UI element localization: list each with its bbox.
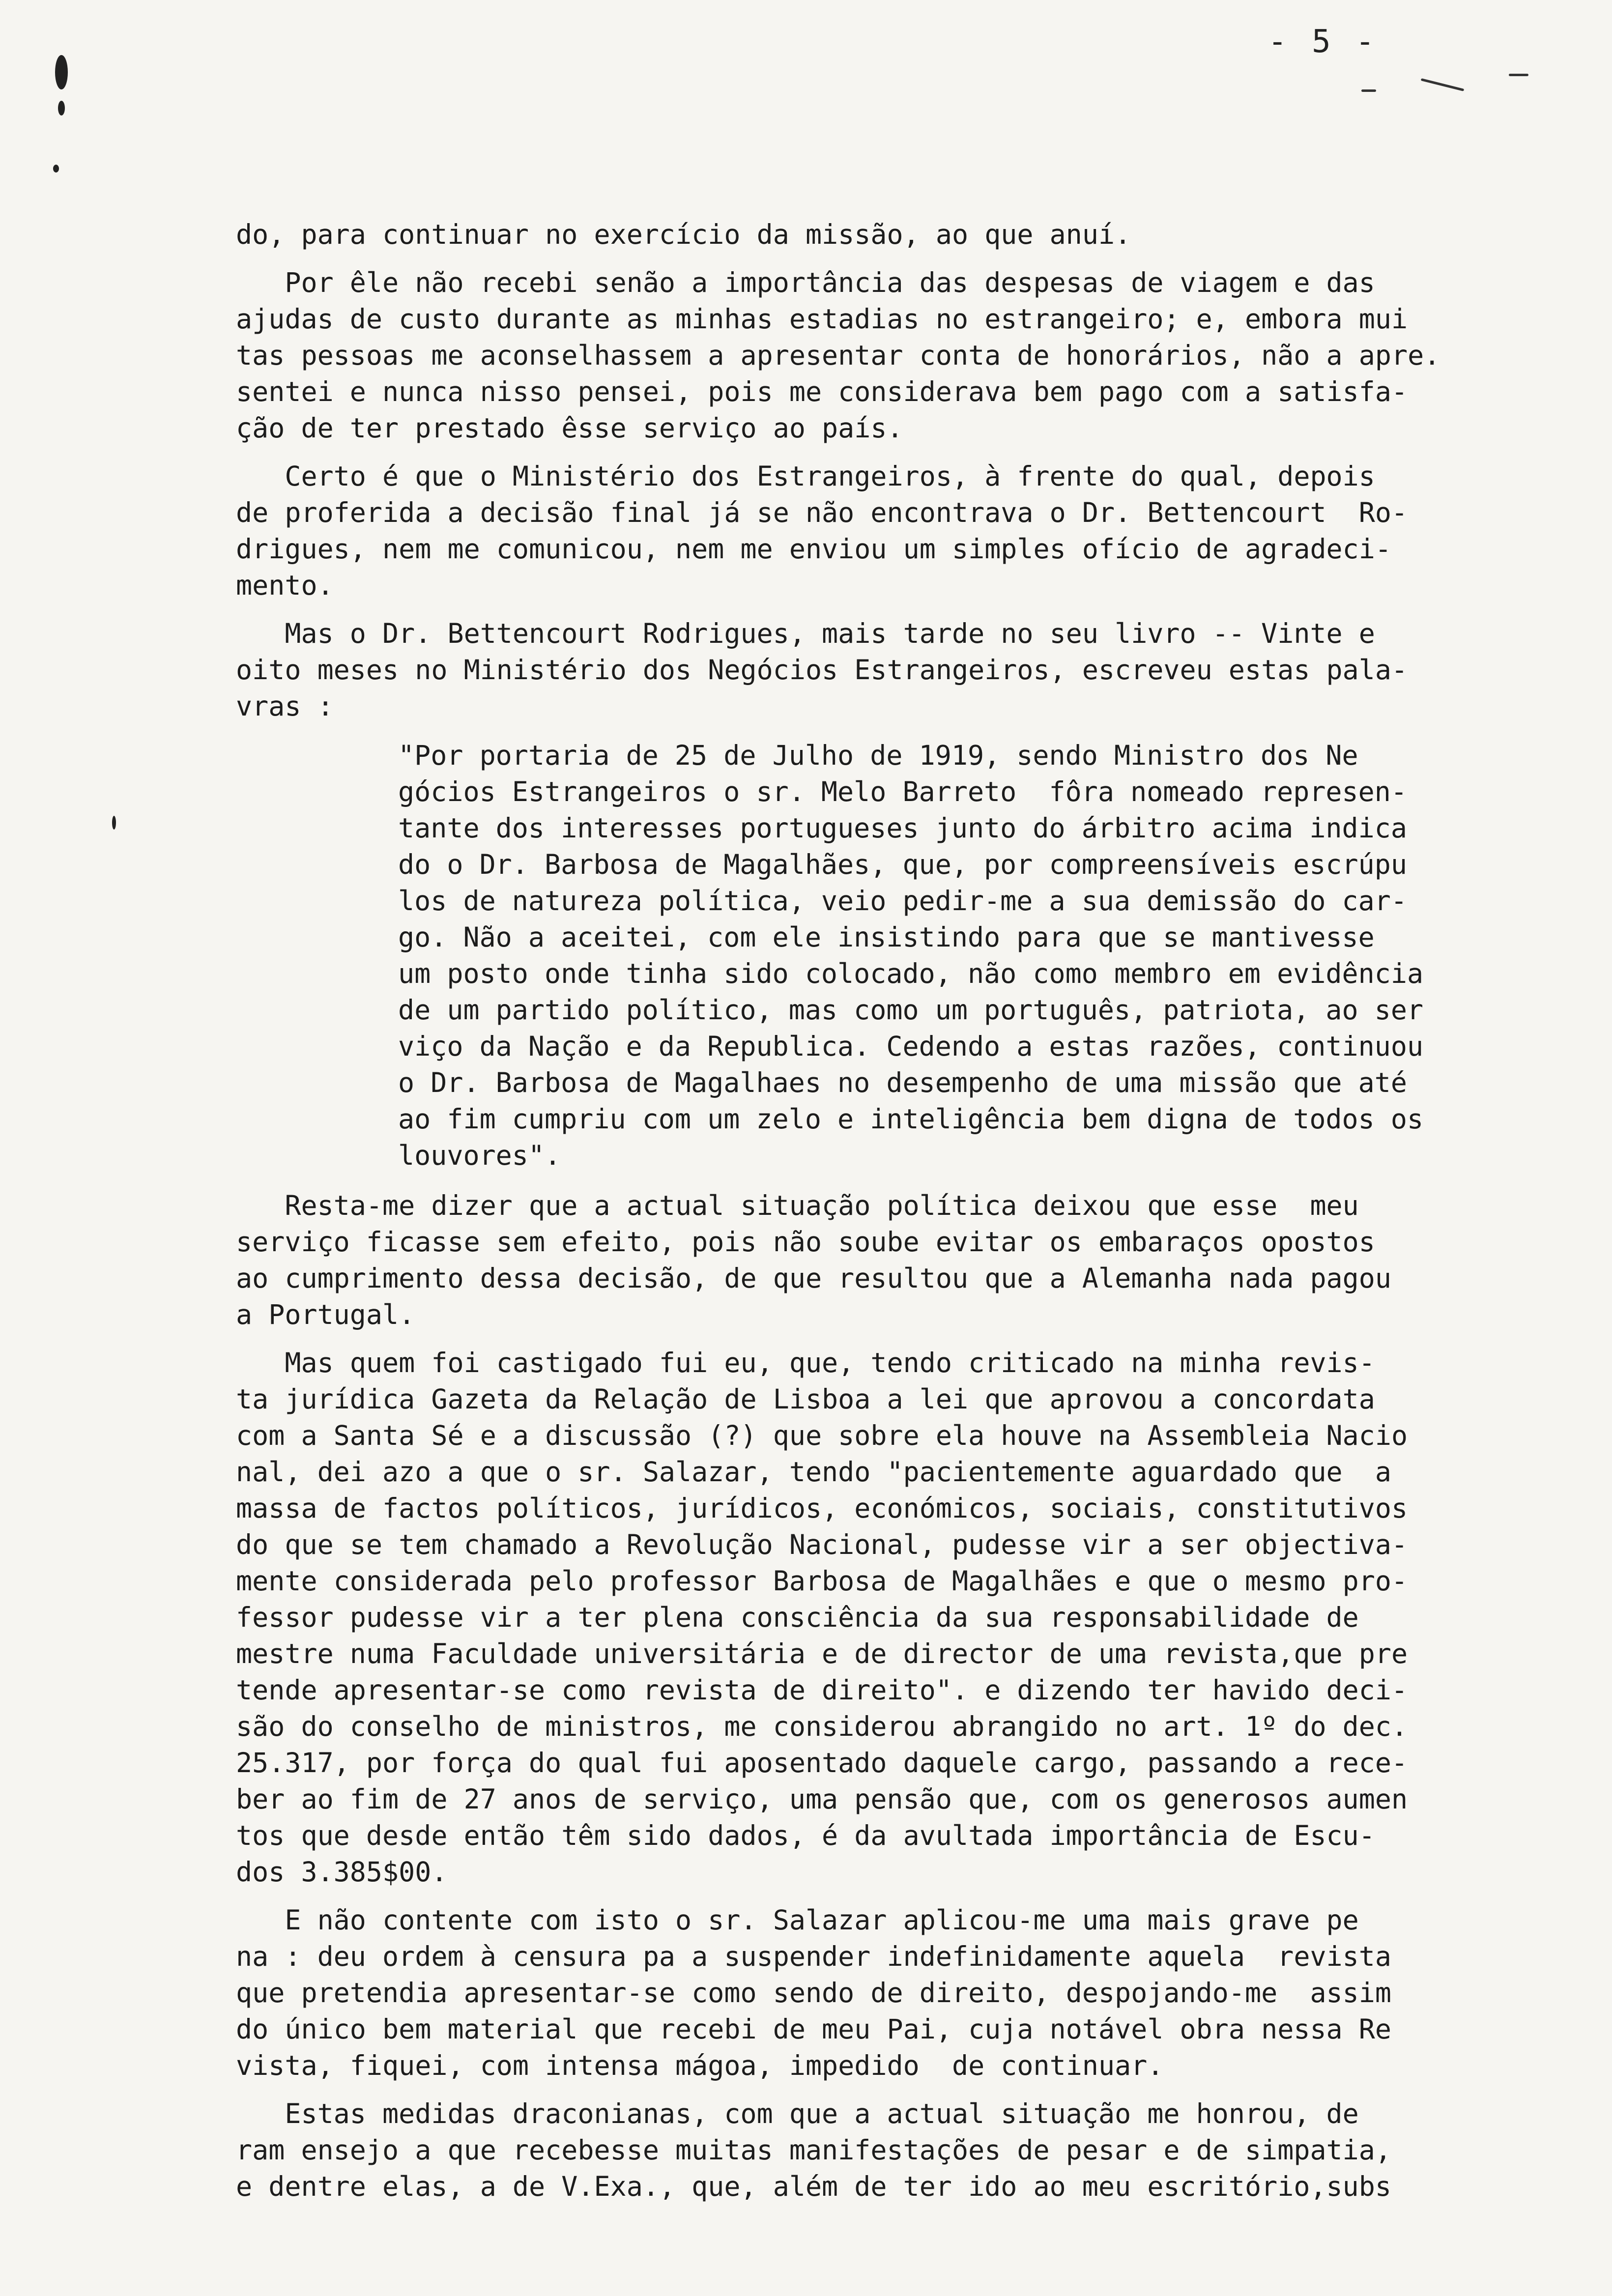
text-line: do o Dr. Barbosa de Magalhães, que, por compreensíveis escrúpu [398, 849, 1407, 880]
text-line: ao fim cumpriu com um zelo e inteligência bem digna de todos os [398, 1103, 1424, 1135]
text-line: ajudas de custo durante as minhas estadias no estrangeiro; e, embora mui [236, 303, 1408, 335]
text-line: tante dos interesses portugueses junto do árbitro acima indica [398, 812, 1407, 844]
paragraph [236, 2095, 1524, 2205]
text-line: ram ensejo a que recebesse muitas manifestações de pesar e de simpatia, [236, 2134, 1392, 2166]
text-line: mestre numa Faculdade universitária e de director de uma revista,que pre [236, 1638, 1408, 1669]
text-line: 25.317, por força do qual fui aposentado daquele cargo, passando a rece- [236, 1747, 1408, 1779]
paragraph [236, 615, 1524, 724]
text-line: na : deu ordem à censura pa a suspender indefinidamente aquela revista [236, 1941, 1392, 1972]
text-line: sentei e nunca nisso pensei, pois me considerava bem pago com a satisfa- [236, 376, 1408, 407]
text-line: vista, fiquei, com intensa mágoa, impedido de continuar. [236, 2050, 1164, 2081]
text-line: tas pessoas me aconselhassem a apresentar conta de honorários, não a apre. [236, 340, 1440, 371]
text-line: mente considerada pelo professor Barbosa de Magalhães e que o mesmo pro- [236, 1565, 1408, 1597]
paragraph [236, 1345, 1524, 1890]
text-line: que pretendia apresentar-se como sendo de direito, despojando-me assim [236, 1977, 1392, 2009]
text-line: "Por portaria de 25 de Julho de 1919, sendo Ministro dos Ne [398, 740, 1358, 771]
text-line: gócios Estrangeiros o sr. Melo Barreto fôra nomeado represen- [398, 776, 1407, 807]
text-line: viço da Nação e da Republica. Cedendo a estas razões, continuou [398, 1031, 1424, 1062]
text-line: massa de factos políticos, jurídicos, económicos, sociais, constitutivos [236, 1492, 1408, 1524]
text-line: Resta-me dizer que a actual situação política deixou que esse meu [236, 1190, 1359, 1221]
paragraph [236, 264, 1524, 446]
text-line: Certo é que o Ministério dos Estrangeiros, à frente do qual, depois [236, 460, 1375, 492]
punch-hole-mark [55, 55, 68, 89]
text-line: nal, dei azo a que o sr. Salazar, tendo "pacientemente aguardado que a [236, 1456, 1392, 1488]
text-line: do, para continuar no exercício da missão, ao que anuí. [236, 219, 1131, 250]
text-line: mento. [236, 570, 334, 601]
margin-mark [112, 816, 116, 830]
text-line: um posto onde tinha sido colocado, não como membro em evidência [398, 958, 1424, 989]
text-line: ao cumprimento dessa decisão, de que resultou que a Alemanha nada pagou [236, 1263, 1392, 1294]
text-line: serviço ficasse sem efeito, pois não soube evitar os embaraços opostos [236, 1226, 1375, 1258]
letter-body [236, 216, 1524, 2216]
paragraph [236, 458, 1524, 603]
text-line: do único bem material que recebi de meu Pai, cuja notável obra nessa Re [236, 2013, 1392, 2045]
text-line: do que se tem chamado a Revolução Nacional, pudesse vir a ser objectiva- [236, 1529, 1408, 1560]
text-line: ção de ter prestado êsse serviço ao país. [236, 412, 903, 444]
text-line: a Portugal. [236, 1299, 415, 1330]
text-line: e dentre elas, a de V.Exa., que, além de ter ido ao meu escritório,subs [236, 2171, 1392, 2202]
text-line: o Dr. Barbosa de Magalhaes no desempenho de uma missão que até [398, 1067, 1407, 1098]
text-line: Por êle não recebi senão a importância das despesas de viagem e das [236, 267, 1375, 298]
text-line: E não contente com isto o sr. Salazar aplicou-me uma mais grave pe [236, 1904, 1359, 1936]
text-line: dos 3.385$00. [236, 1856, 448, 1888]
text-line: louvores". [398, 1140, 561, 1171]
text-line: tos que desde então têm sido dados, é da avultada importância de Escu- [236, 1820, 1375, 1851]
stray-mark [1509, 74, 1528, 76]
text-line: oito meses no Ministério dos Negócios Estrangeiros, escreveu estas pala- [236, 654, 1408, 686]
stray-mark [1421, 78, 1465, 91]
text-line: ta jurídica Gazeta da Relação de Lisboa a lei que aprovou a concordata [236, 1383, 1375, 1415]
text-line: fessor pudesse vir a ter plena consciência da sua responsabilidade de [236, 1602, 1359, 1633]
text-line: ber ao fim de 27 anos de serviço, uma pensão que, com os generosos aumen [236, 1783, 1408, 1815]
text-line: los de natureza política, veio pedir-me a sua demissão do car- [398, 885, 1407, 917]
text-line: tende apresentar-se como revista de direito". e dizendo ter havido deci- [236, 1674, 1408, 1706]
punch-hole-mark [53, 165, 59, 172]
paragraph [236, 1902, 1524, 2084]
text-line: são do conselho de ministros, me considerou abrangido no art. 1º do dec. [236, 1711, 1408, 1742]
text-line: drigues, nem me comunicou, nem me enviou um simples ofício de agradeci- [236, 533, 1392, 565]
quoted-passage [398, 737, 1524, 1174]
text-line: Estas medidas draconianas, com que a actual situação me honrou, de [236, 2098, 1359, 2129]
text-line: vras : [236, 690, 334, 722]
paragraph [236, 216, 1524, 253]
paragraph [236, 1187, 1524, 1333]
punch-hole-mark [58, 101, 65, 115]
stray-mark [1361, 89, 1376, 92]
text-line: go. Não a aceitei, com ele insistindo para que se mantivesse [398, 921, 1375, 953]
text-line: de um partido político, mas como um português, patriota, ao ser [398, 994, 1424, 1026]
page-number: - 5 - [1268, 24, 1378, 60]
text-line: Mas quem foi castigado fui eu, que, tendo criticado na minha revis- [236, 1347, 1375, 1378]
text-line: Mas o Dr. Bettencourt Rodrigues, mais tarde no seu livro -- Vinte e [236, 618, 1375, 649]
text-line: de proferida a decisão final já se não encontrava o Dr. Bettencourt Ro- [236, 497, 1408, 528]
text-line: com a Santa Sé e a discussão (?) que sobre ela houve na Assembleia Nacio [236, 1420, 1408, 1451]
